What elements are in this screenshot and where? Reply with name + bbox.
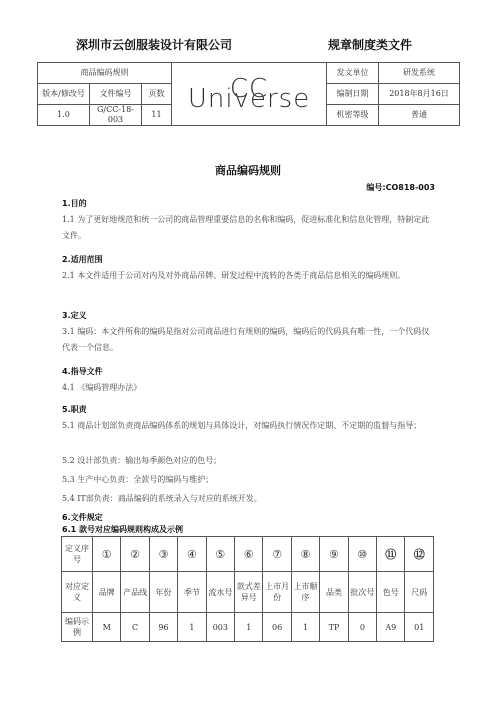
document-type: 规章制度类文件 (328, 38, 413, 52)
sequence-cell: ⑧ (291, 537, 319, 572)
sequence-cell: ⑤ (206, 537, 234, 572)
section-heading-guidance: 4.指导文件 (62, 367, 103, 376)
paragraph-5-3: 5.3 生产中心负责：全款号的编码与维护； (62, 475, 214, 484)
row-label-definition: 对应定义 (62, 572, 93, 613)
section-heading-scope: 2.适用范围 (62, 255, 103, 264)
sequence-cell: ② (121, 537, 149, 572)
meta-issuer-label: 发文单位 (327, 63, 379, 84)
code-rule-table (61, 536, 434, 642)
section-heading-responsibilities: 5.职责 (62, 405, 87, 414)
example-cell: 1 (291, 613, 319, 642)
paragraph-1-1: 1.1 为了更好地规范和统一公司的商品管理重要信息的名称和编码，促进标准化和信息化管理，特制定此文件。 (62, 215, 430, 240)
sequence-cell: ⑫ (405, 537, 434, 572)
document-title: 商品编码规则 (215, 164, 281, 177)
definition-cell: 流水号 (206, 572, 234, 613)
example-cell: C (121, 613, 149, 642)
section-heading-definition: 3.定义 (62, 311, 87, 320)
paragraph-4-1: 4.1 《编码管理办法》 (62, 383, 142, 392)
example-cell: M (93, 613, 121, 642)
example-cell: 06 (263, 613, 291, 642)
paragraph-3-1: 3.1 编码：本文件所称的编码是指对公司商品进行有规则的编码，编码后的代码具有唯一性，一个代码仅代表一个信息。 (62, 327, 430, 352)
example-cell: 01 (405, 613, 434, 642)
definition-cell: 产品线 (121, 572, 149, 613)
definition-cell: 季节 (178, 572, 206, 613)
paragraph-5-2: 5.2 设计部负责：输出每季颜色对应的色号； (62, 456, 222, 465)
definition-cell: 年份 (149, 572, 177, 613)
sequence-cell: ③ (149, 537, 177, 572)
table-row (62, 613, 434, 642)
meta-date-label: 编制日期 (327, 84, 379, 105)
brand-logo: CC Universe (172, 63, 327, 126)
definition-cell: 批次号 (348, 572, 376, 613)
sequence-cell: ④ (178, 537, 206, 572)
definition-cell: 尺码 (405, 572, 434, 613)
paragraph-2-1: 2.1 本文件适用于公司对内及对外商品吊牌、研发过程中流转的各类于商品信息相关的编码规则。 (62, 271, 406, 280)
example-cell: 96 (149, 613, 177, 642)
example-cell: A9 (377, 613, 405, 642)
definition-cell: 上市顺序 (291, 572, 319, 613)
meta-file-no-value: G/CC-18-003 (90, 105, 142, 126)
document-meta-table (37, 62, 460, 126)
meta-file-no-label: 文件编号 (90, 84, 142, 105)
sequence-cell: ① (93, 537, 121, 572)
example-cell: 0 (348, 613, 376, 642)
table-row (62, 537, 434, 572)
meta-issuer-value: 研发系统 (379, 63, 460, 84)
example-cell: 1 (178, 613, 206, 642)
subsection-heading-6-1: 6.1 款号对应编码规则构成及示例 (62, 525, 183, 534)
sequence-cell: ⑦ (263, 537, 291, 572)
sequence-cell: ⑪ (377, 537, 405, 572)
meta-date-value: 2018年8月16日 (379, 84, 460, 105)
definition-cell: 色号 (377, 572, 405, 613)
paragraph-5-4: 5.4 IT部负责：商品编码的系统录入与对应的系统开发。 (62, 494, 262, 503)
example-cell: 1 (235, 613, 263, 642)
sequence-cell: ⑨ (320, 537, 348, 572)
definition-cell: 款式差异号 (235, 572, 263, 613)
sequence-cell: ⑥ (235, 537, 263, 572)
meta-confidentiality-label: 机密等级 (327, 105, 379, 126)
paragraph-5-1: 5.1 商品计划部负责商品编码体系的规划与具体设计，对编码执行情况作定期、不定期的监督与指导； (62, 421, 422, 430)
meta-pages-value: 11 (142, 105, 172, 126)
meta-doc-title: 商品编码规则 (38, 63, 172, 84)
meta-confidentiality-value: 普通 (379, 105, 460, 126)
definition-cell: 品类 (320, 572, 348, 613)
definition-cell: 品牌 (93, 572, 121, 613)
document-number: 编号:CO818-003 (366, 183, 435, 192)
section-heading-purpose: 1.目的 (62, 199, 87, 208)
sequence-cell: ⑩ (348, 537, 376, 572)
definition-cell: 上市月份 (263, 572, 291, 613)
meta-pages-label: 页数 (142, 84, 172, 105)
meta-version-label: 版本/修改号 (38, 84, 90, 105)
meta-version-value: 1.0 (38, 105, 90, 126)
row-label-example: 编码示例 (62, 613, 93, 642)
company-name: 深圳市云创服装设计有限公司 (76, 38, 233, 52)
row-label-sequence: 定义序号 (62, 537, 93, 572)
table-row (62, 572, 434, 613)
example-cell: 003 (206, 613, 234, 642)
example-cell: TP (320, 613, 348, 642)
section-heading-provisions: 6.文件规定 (62, 513, 103, 522)
